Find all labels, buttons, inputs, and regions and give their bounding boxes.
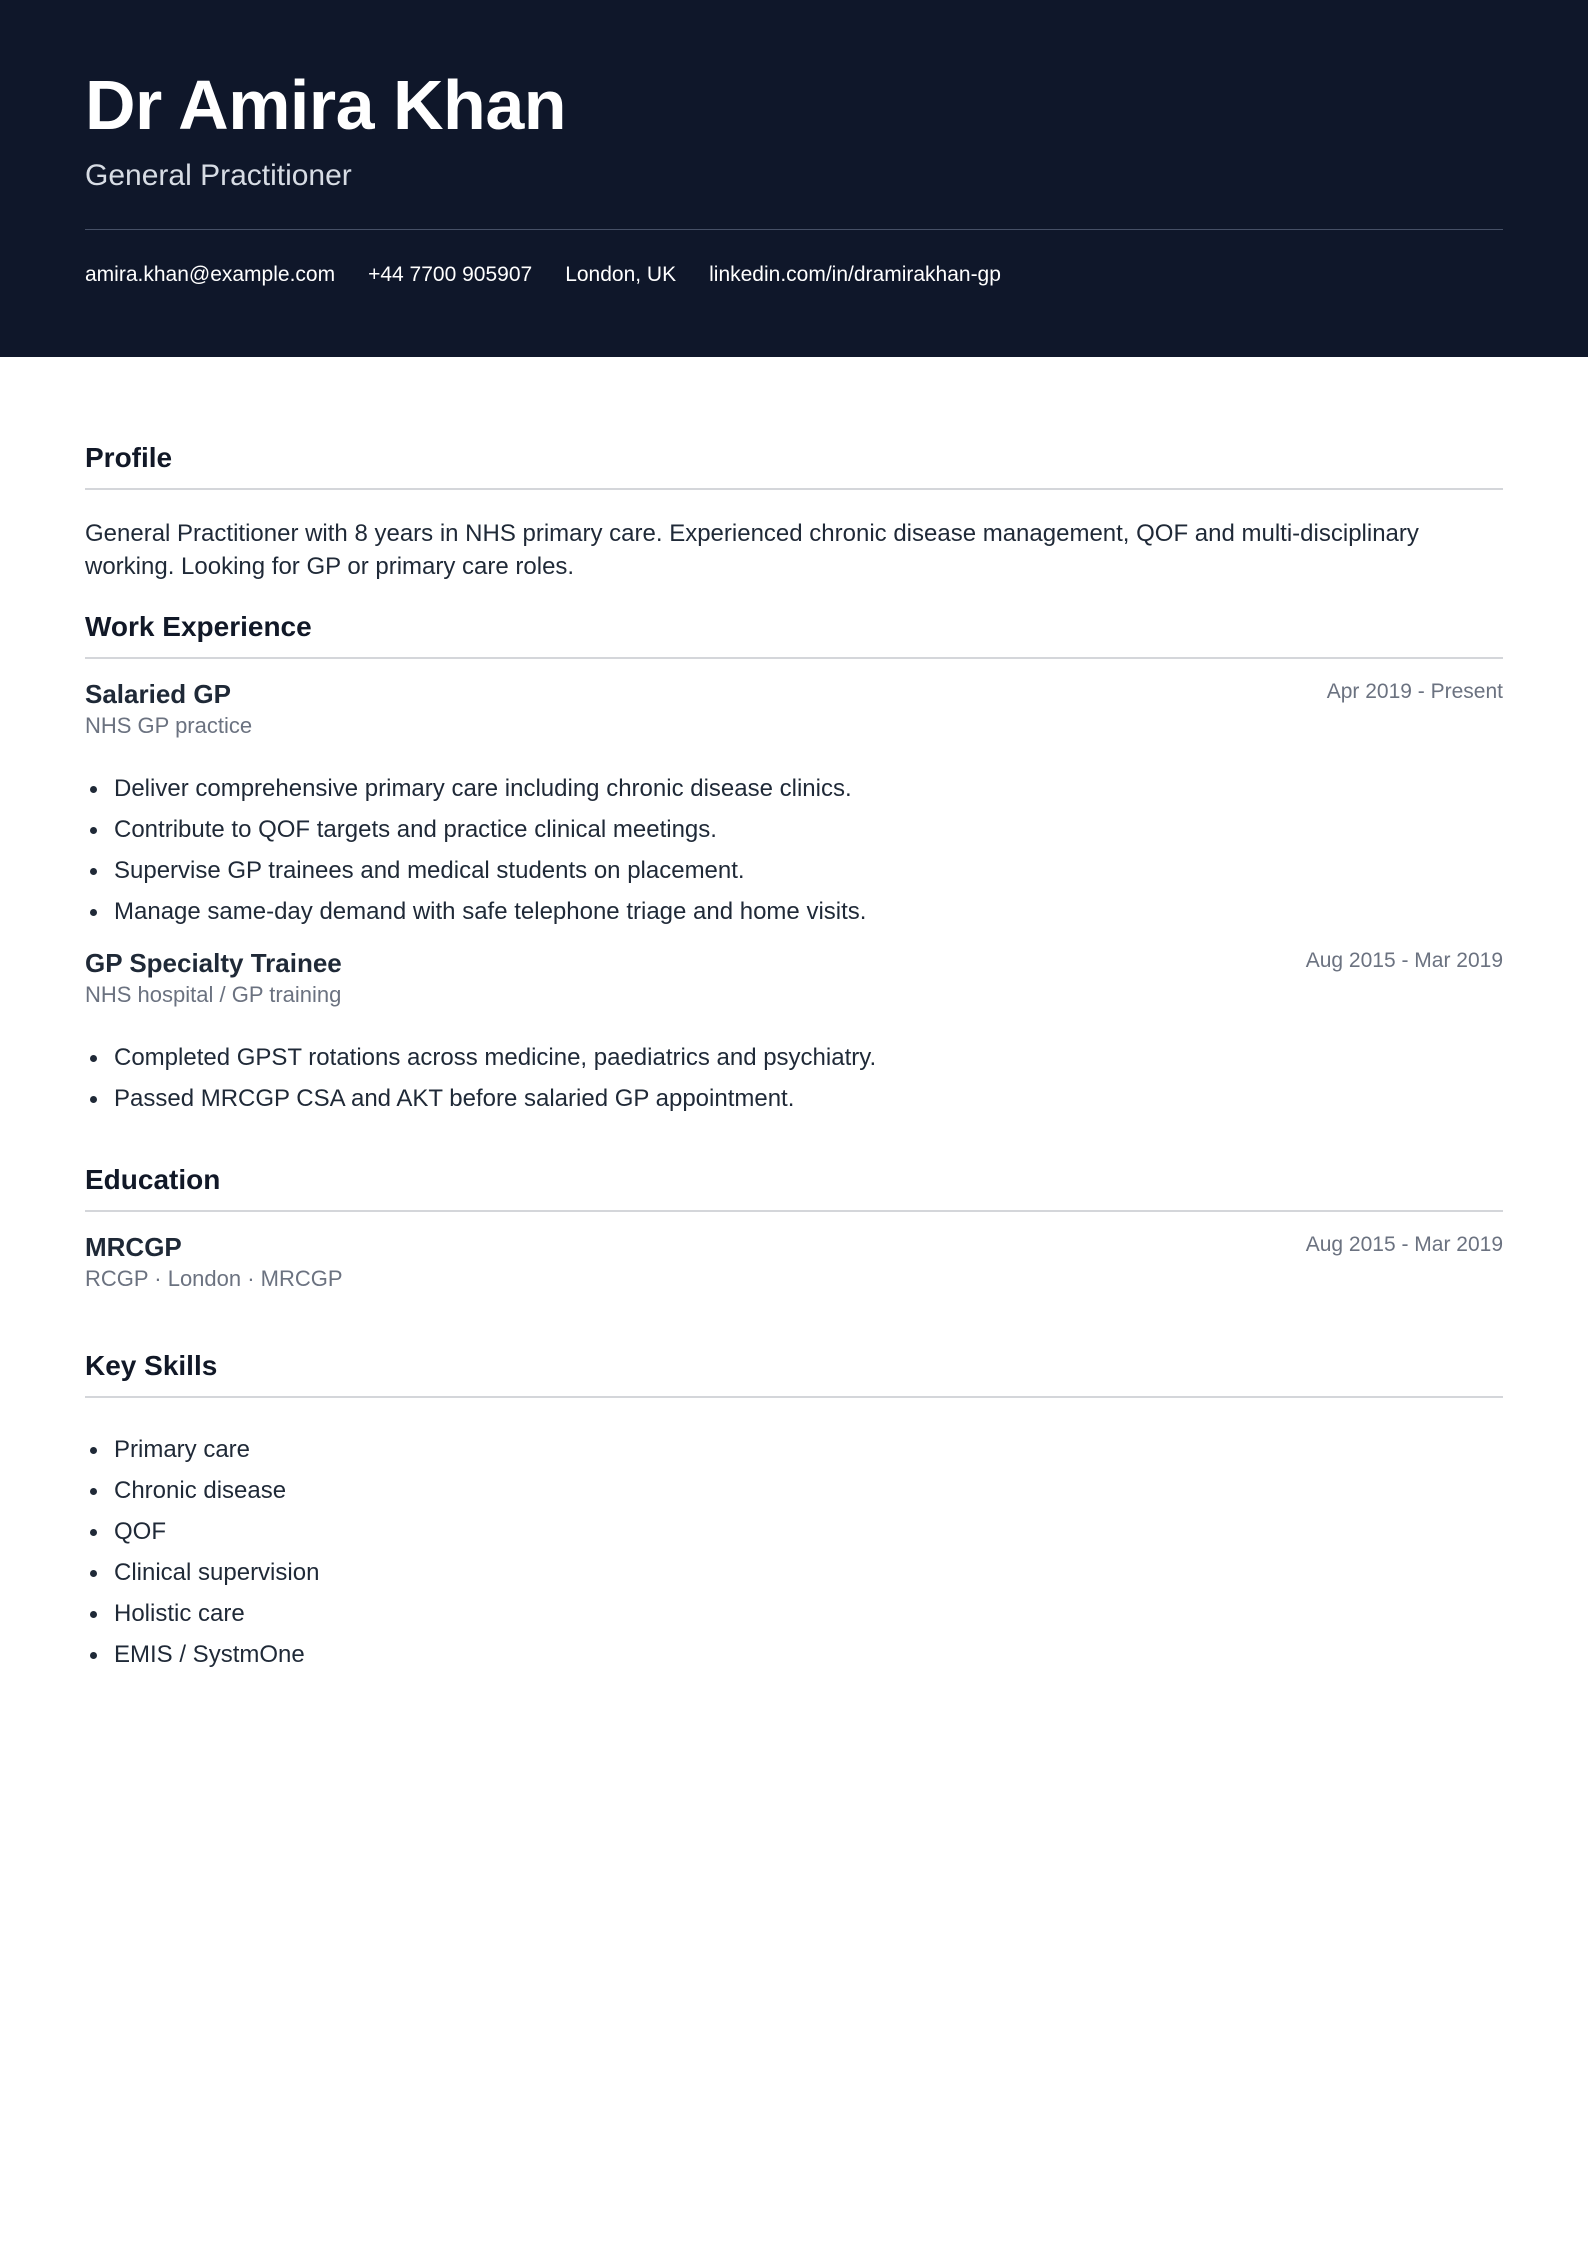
skill-item: Holistic care: [85, 1593, 1503, 1634]
job-entry: [85, 677, 1503, 932]
candidate-title: General Practitioner: [85, 159, 352, 192]
job-organisation: NHS GP practice: [85, 713, 253, 738]
experience-section: [85, 609, 1503, 1119]
job-role: Salaried GP: [85, 679, 231, 709]
contact-location: London, UK: [565, 263, 677, 286]
resume-body: [0, 357, 1588, 1675]
skill-item: QOF: [85, 1511, 1503, 1552]
education-entry: [85, 1230, 1503, 1294]
education-qualification: MRCGP: [85, 1232, 182, 1262]
header-divider: [85, 229, 1503, 230]
skill-item: Primary care: [85, 1429, 1503, 1470]
skill-item: Clinical supervision: [85, 1552, 1503, 1593]
job-dates: Apr 2019 - Present: [1326, 680, 1503, 703]
skills-section: [85, 1348, 1503, 1675]
job-bullet: Manage same-day demand with safe telephone triage and home visits.: [85, 891, 1503, 932]
job-bullet: Passed MRCGP CSA and AKT before salaried GP appointment.: [85, 1078, 1503, 1119]
education-section: [85, 1162, 1503, 1294]
job-bullet: Completed GPST rotations across medicine, paediatrics and psychiatry.: [85, 1037, 1503, 1078]
job-organisation: NHS hospital / GP training: [85, 982, 342, 1007]
job-dates: Aug 2015 - Mar 2019: [1305, 949, 1503, 972]
skills-list: [85, 1429, 1503, 1675]
section-heading-profile: Profile: [85, 440, 1503, 490]
education-dates: Aug 2015 - Mar 2019: [1305, 1233, 1503, 1256]
job-bullet: Deliver comprehensive primary care including chronic disease clinics.: [85, 768, 1503, 809]
job-bullet: Contribute to QOF targets and practice clinical meetings.: [85, 809, 1503, 850]
resume-header: [0, 0, 1588, 357]
section-heading-skills: Key Skills: [85, 1348, 1503, 1398]
candidate-name: Dr Amira Khan: [85, 66, 567, 144]
profile-section: [85, 440, 1503, 583]
contact-bar: [85, 261, 1503, 289]
skill-item: EMIS / SystmOne: [85, 1634, 1503, 1675]
job-bullets: [85, 768, 1503, 932]
job-bullets: [85, 1037, 1503, 1119]
profile-summary: General Practitioner with 8 years in NHS primary care. Experienced chronic disease management, QOF and multi-disciplinary working. Looking for GP or primary care roles.: [85, 520, 1419, 580]
contact-phone: +44 7700 905907: [368, 263, 533, 286]
job-bullet: Supervise GP trainees and medical students on placement.: [85, 850, 1503, 891]
section-heading-education: Education: [85, 1162, 1503, 1212]
job-role: GP Specialty Trainee: [85, 948, 342, 978]
contact-email: amira.khan@example.com: [85, 263, 336, 286]
education-details: RCGP · London · MRCGP: [85, 1266, 343, 1291]
section-heading-experience: Work Experience: [85, 609, 1503, 659]
job-entry: [85, 946, 1503, 1119]
skill-item: Chronic disease: [85, 1470, 1503, 1511]
contact-linkedin: linkedin.com/in/dramirakhan-gp: [709, 263, 1001, 286]
